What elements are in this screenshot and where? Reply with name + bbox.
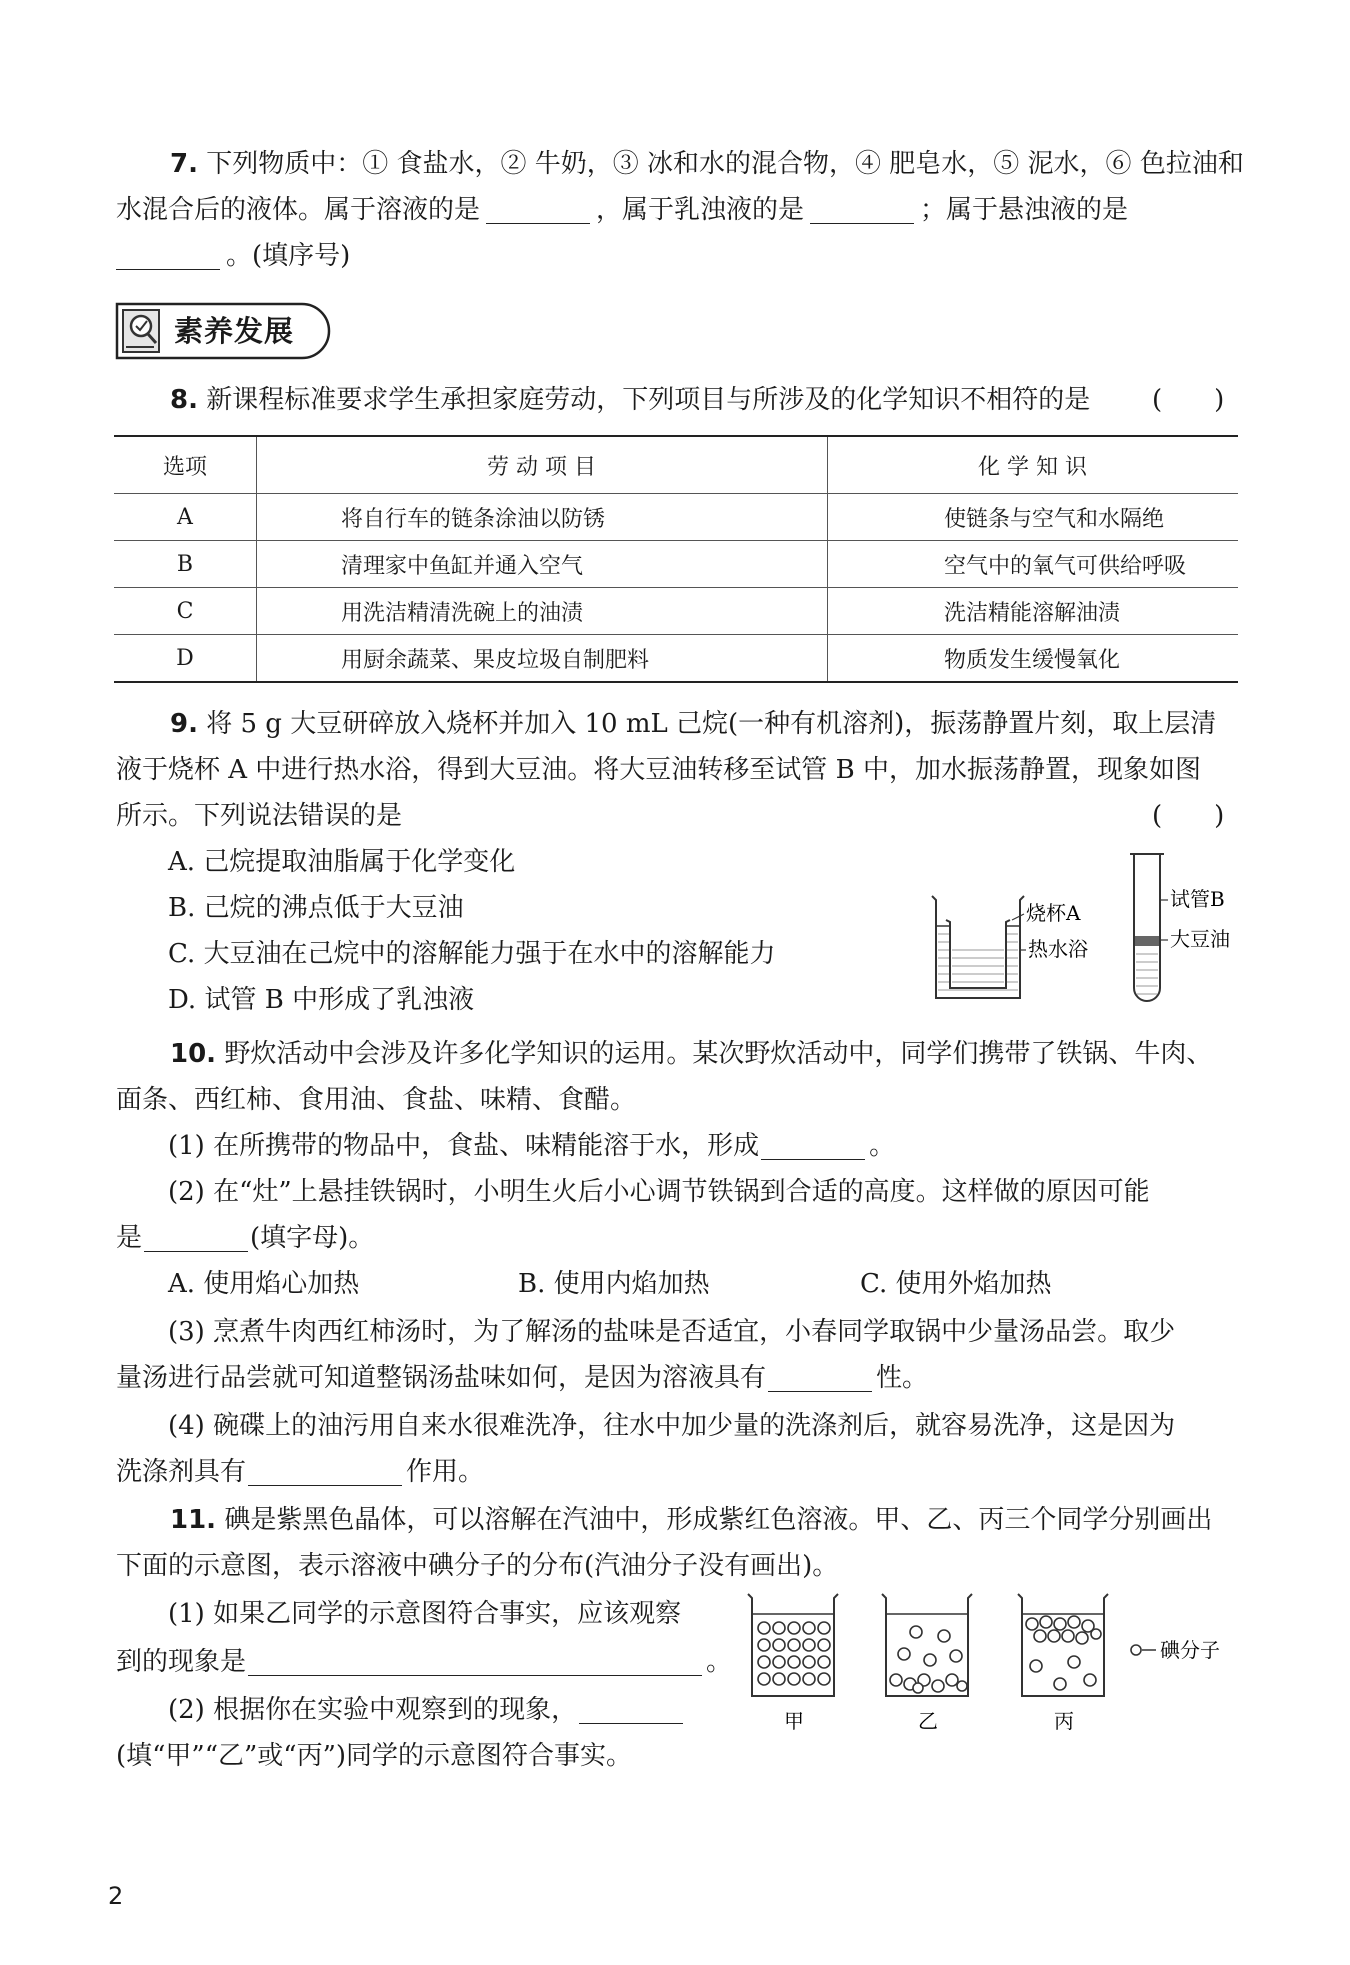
q9-line-2: 液于烧杯 A 中进行热水浴，得到大豆油。将大豆油转移至试管 B 中，加水振荡静置，现象如图 (116, 755, 1201, 785)
q9-option-b[interactable]: B. 己烷的沸点低于大豆油 (168, 893, 464, 923)
section-badge (114, 301, 338, 361)
table-cell: 清理家中鱼缸并通入空气 (257, 541, 828, 588)
q10-part-3: (3) 烹煮牛肉西红柿汤时，为了解汤的盐味是否适宜，小春同学取锅中少量汤品尝。取少 (168, 1317, 1176, 1347)
q10-part-2-cont: 是 (填字母)。 (116, 1223, 375, 1253)
table-cell: 使链条与空气和水隔绝 (828, 494, 1239, 541)
q10-line-1: 10. 野炊活动中会涉及许多化学知识的运用。某次野炊活动中，同学们携带了铁锅、牛肉、 (170, 1039, 1213, 1069)
q11-part-2-cont: (填“甲”“乙”或“丙”)同学的示意图符合事实。 (116, 1741, 633, 1771)
q10-part-4-cont: 洗涤剂具有 作用。 (116, 1457, 485, 1487)
q10-line-2: 面条、西红柿、食用油、食盐、味精、食醋。 (116, 1085, 637, 1115)
q7-answer-suspension[interactable] (116, 239, 220, 270)
table-cell: 将自行车的链条涂油以防锈 (257, 494, 828, 541)
q11-figure (744, 1588, 1244, 1738)
section-title: 素养发展 (174, 314, 295, 348)
q9-figure (920, 850, 1250, 1010)
hot-bath-label: 热水浴 (1028, 937, 1088, 961)
table-cell: 用洗洁精清洗碗上的油渍 (257, 588, 828, 635)
label-jia: 甲 (784, 1709, 804, 1733)
q8-answer-paren[interactable]: ( ) (1152, 385, 1225, 415)
q8-number: 8. (170, 385, 198, 415)
q10-answer-4[interactable] (248, 1455, 402, 1486)
table-cell: 洗洁精能溶解油渍 (828, 588, 1239, 635)
table-cell: 空气中的氧气可供给呼吸 (828, 541, 1239, 588)
q8-stem: 新课程标准要求学生承担家庭劳动，下列项目与所涉及的化学知识不相符的是 (206, 385, 1091, 415)
table-cell: C (114, 588, 257, 635)
q7-line-2: 水混合后的液体。属于溶液的是 ，属于乳浊液的是 ；属于悬浊液的是 (116, 195, 1129, 225)
q7-line-3: 。(填序号) (116, 234, 350, 278)
table-row (114, 635, 1238, 683)
q11-answer-2[interactable] (579, 1693, 683, 1724)
soybean-oil-label: 大豆油 (1170, 927, 1230, 951)
table-header: 劳 动 项 目 (257, 436, 828, 494)
beaker-yi (882, 1594, 972, 1733)
q7-line-1 (170, 142, 1244, 186)
q9-option-d[interactable]: D. 试管 B 中形成了乳浊液 (168, 985, 475, 1015)
q9-option-c[interactable]: C. 大豆油在己烷中的溶解能力强于在水中的溶解能力 (168, 939, 776, 969)
q11-part-2: (2) 根据你在实验中观察到的现象， (168, 1688, 683, 1732)
q10-answer-1[interactable] (761, 1129, 865, 1160)
q8-table (114, 435, 1238, 683)
tube-b-label: 试管B (1170, 887, 1225, 911)
iodine-molecule-icon (1131, 1645, 1141, 1655)
q7-answer-emulsion[interactable] (810, 193, 914, 224)
q9-line-3: 所示。下列说法错误的是 (116, 801, 403, 831)
label-yi: 乙 (918, 1709, 938, 1733)
table-cell: A (114, 494, 257, 541)
q10-answer-3[interactable] (768, 1361, 872, 1392)
beaker-a-label: 烧杯A (1026, 901, 1081, 925)
q10-answer-2[interactable] (144, 1221, 248, 1252)
q10-option-c[interactable]: C. 使用外焰加热 (860, 1269, 1052, 1299)
q11-part-1: (1) 如果乙同学的示意图符合事实，应该观察 (168, 1599, 682, 1629)
table-header: 选项 (114, 436, 257, 494)
q11-part-1-cont: 到的现象是 。 (116, 1647, 733, 1677)
q10-part-2: (2) 在“灶”上悬挂铁锅时，小明生火后小心调节铁锅到合适的高度。这样做的原因可能 (168, 1177, 1150, 1207)
q9-answer-paren[interactable]: ( ) (1152, 801, 1225, 831)
q10-part-1: (1) 在所携带的物品中，食盐、味精能溶于水，形成 。 (168, 1131, 896, 1161)
q7-number: 7. (170, 149, 198, 179)
q11-line-2: 下面的示意图，表示溶液中碘分子的分布(汽油分子没有画出)。 (116, 1551, 839, 1581)
q9-option-a[interactable]: A. 己烷提取油脂属于化学变化 (168, 847, 516, 877)
beaker-jia (748, 1594, 838, 1733)
q10-option-a[interactable]: A. 使用焰心加热 (168, 1269, 360, 1299)
q11-answer-1[interactable] (248, 1645, 702, 1676)
legend-iodine: 碘分子 (1160, 1638, 1220, 1662)
table-cell: B (114, 541, 257, 588)
q8-line (170, 378, 1090, 422)
table-header-row (114, 436, 1238, 494)
table-row (114, 588, 1238, 635)
table-row (114, 541, 1238, 588)
q7-answer-solution[interactable] (486, 193, 590, 224)
q10-part-3-cont: 量汤进行品尝就可知道整锅汤盐味如何，是因为溶液具有 性。 (116, 1363, 929, 1393)
q10-number: 10. (170, 1039, 217, 1069)
page-number: 2 (108, 1882, 124, 1910)
beaker-bing (1018, 1594, 1108, 1733)
q11-line-1: 11. 碘是紫黑色晶体，可以溶解在汽油中，形成紫红色溶液。甲、乙、丙三个同学分别画出 (170, 1505, 1213, 1535)
table-cell: D (114, 635, 257, 683)
table-row (114, 494, 1238, 541)
q9-number: 9. (170, 709, 198, 739)
q10-option-b[interactable]: B. 使用内焰加热 (518, 1269, 710, 1299)
q7-text-1: 下列物质中：① 食盐水，② 牛奶，③ 冰和水的混合物，④ 肥皂水，⑤ 泥水，⑥ 色拉油和 (206, 149, 1244, 179)
q11-number: 11. (170, 1505, 217, 1535)
label-bing: 丙 (1054, 1709, 1074, 1733)
q10-part-4: (4) 碗碟上的油污用自来水很难洗净，往水中加少量的洗涤剂后，就容易洗净，这是因为 (168, 1411, 1176, 1441)
table-header: 化 学 知 识 (828, 436, 1239, 494)
table-cell: 用厨余蔬菜、果皮垃圾自制肥料 (257, 635, 828, 683)
table-cell: 物质发生缓慢氧化 (828, 635, 1239, 683)
q9-line-1: 9. 将 5 g 大豆研碎放入烧杯并加入 10 mL 己烷(一种有机溶剂)，振荡静置片刻，取上层清 (170, 709, 1217, 739)
